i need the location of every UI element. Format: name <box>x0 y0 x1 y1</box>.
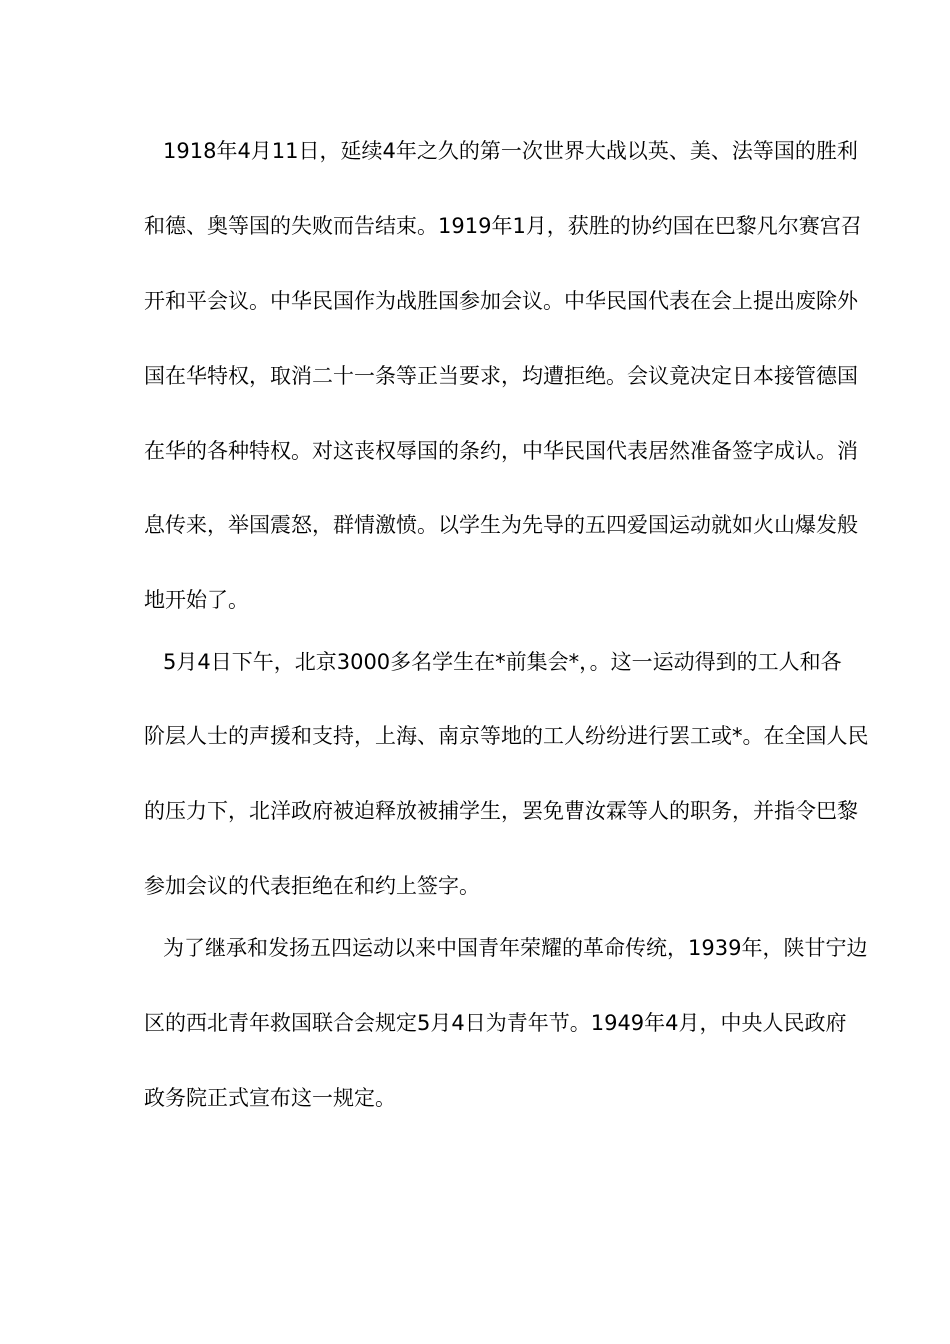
paragraph-line: 的压力下，北洋政府被迫释放被捕学生，罢免曹汝霖等人的职务，并指令巴黎 <box>144 799 858 823</box>
paragraph-line: 参加会议的代表拒绝在和约上签字。 <box>144 874 480 898</box>
paragraph-line: 5月4日下午，北京3000多名学生在*前集会*，。这一运动得到的工人和各 <box>163 650 842 674</box>
paragraph-line: 在华的各种特权。对这丧权辱国的条约，中华民国代表居然准备签字成认。消 <box>144 439 858 463</box>
paragraph-line: 和德、奥等国的失败而告结束。1919年1月，获胜的协约国在巴黎凡尔赛宫召 <box>144 214 862 238</box>
paragraph-line: 1918年4月11日，延续4年之久的第一次世界大战以英、美、法等国的胜利 <box>163 139 858 163</box>
paragraph-line: 地开始了。 <box>144 588 249 612</box>
paragraph-line: 为了继承和发扬五四运动以来中国青年荣耀的革命传统，1939年，陕甘宁边 <box>163 936 868 960</box>
paragraph-line: 息传来，举国震怒，群情激愤。以学生为先导的五四爱国运动就如火山爆发般 <box>144 513 858 537</box>
paragraph-line: 区的西北青年救国联合会规定5月4日为青年节。1949年4月，中央人民政府 <box>144 1011 847 1035</box>
paragraph-line: 国在华特权，取消二十一条等正当要求，均遭拒绝。会议竟决定日本接管德国 <box>144 364 858 388</box>
paragraph-line: 开和平会议。中华民国作为战胜国参加会议。中华民国代表在会上提出废除外 <box>144 289 858 313</box>
paragraph-line: 政务院正式宣布这一规定。 <box>144 1086 396 1110</box>
paragraph-line: 阶层人士的声援和支持，上海、南京等地的工人纷纷进行罢工或*。在全国人民 <box>144 724 869 748</box>
